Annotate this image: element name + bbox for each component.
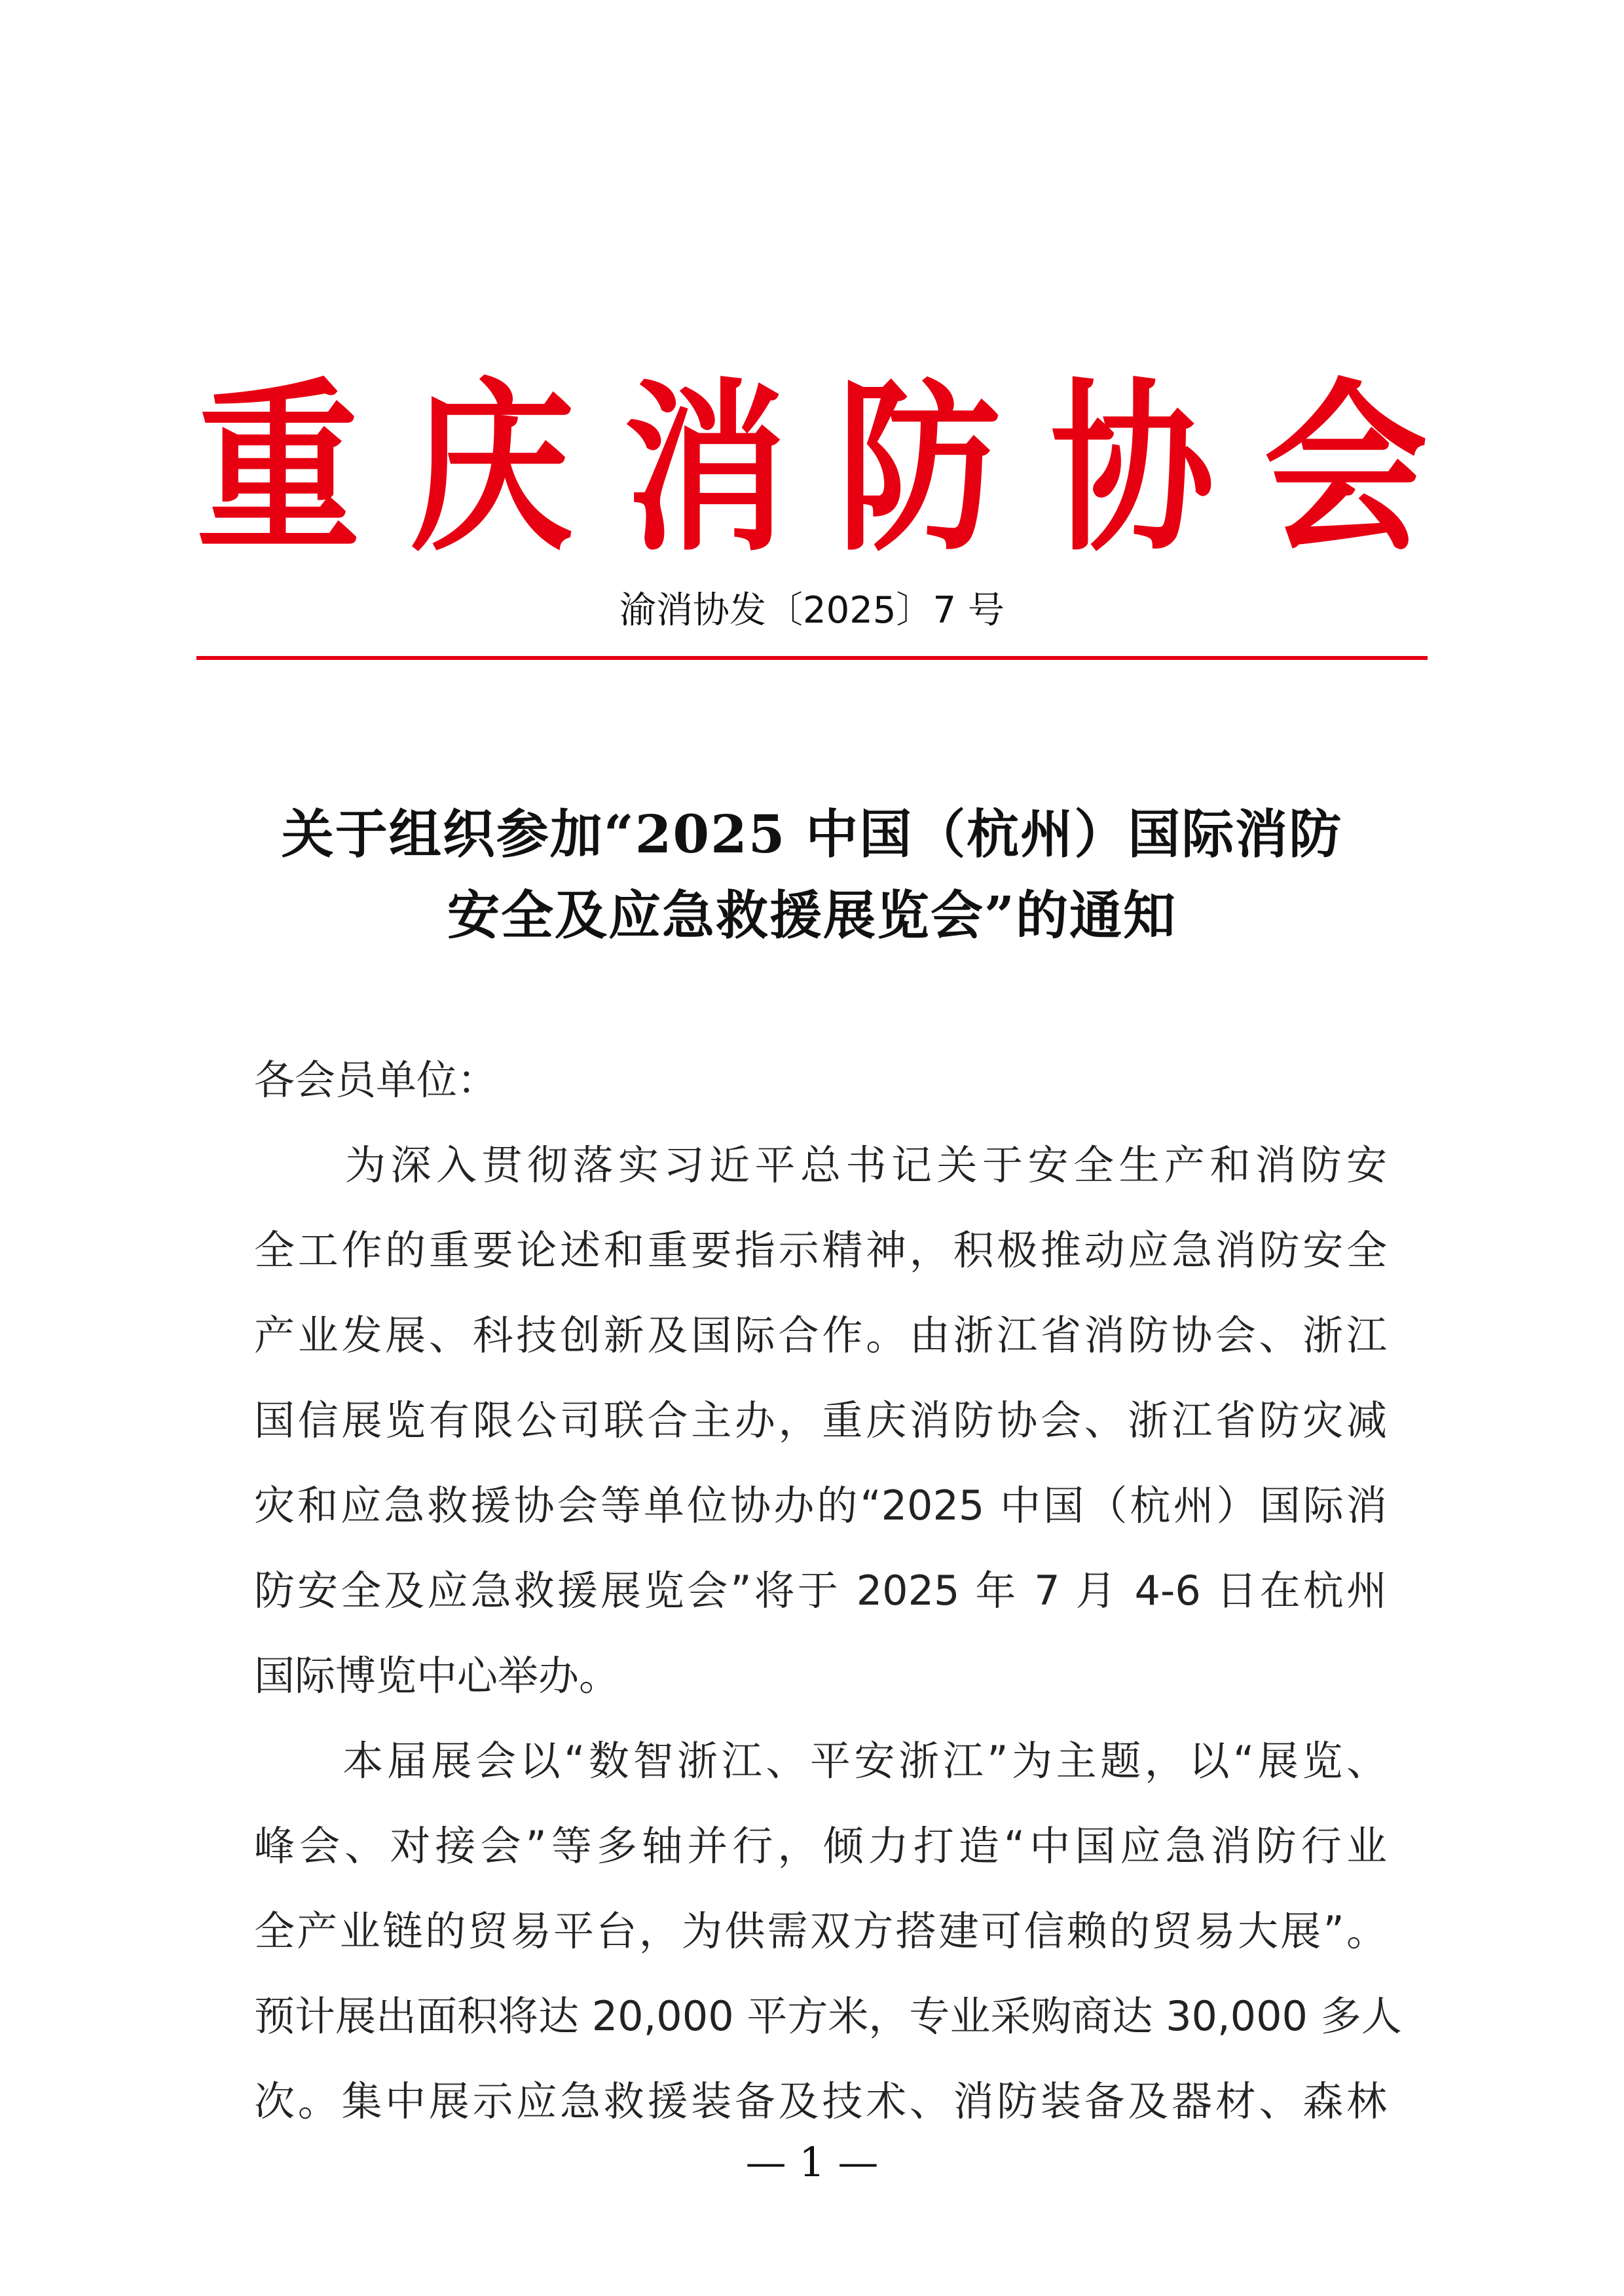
title-line-1: 关于组织参加“2025 中国（杭州）国际消防 <box>281 803 1343 865</box>
body-line: 次。集中展示应急救援装备及技术、消防装备及器材、森林 <box>254 2077 1387 2125</box>
salutation: 各会员单位： <box>254 1056 498 1104</box>
body-line: 为深入贯彻落实习近平总书记关于安全生产和消防安 <box>254 1141 1387 1189</box>
masthead-title <box>196 357 1428 579</box>
body-line: 本届展会以“数智浙江、平安浙江”为主题，以“展览、 <box>254 1737 1387 1785</box>
masthead-char: 消 <box>623 360 787 576</box>
masthead-char: 庆 <box>410 360 574 576</box>
body-line: 全工作的重要论述和重要指示精神，积极推动应急消防安全 <box>254 1226 1387 1274</box>
body-line: 国际博览中心举办。 <box>254 1652 620 1700</box>
masthead-char: 协 <box>1050 360 1214 576</box>
body-line: 全产业链的贸易平台，为供需双方搭建可信赖的贸易大展”。 <box>254 1907 1387 1955</box>
body-line: 峰会、对接会”等多轴并行，倾力打造“中国应急消防行业 <box>254 1822 1387 1870</box>
masthead-char: 防 <box>837 360 1001 576</box>
document-body <box>254 1049 1402 2155</box>
masthead-char: 重 <box>196 360 360 576</box>
body-line: 产业发展、科技创新及国际合作。由浙江省消防协会、浙江 <box>254 1311 1387 1359</box>
document-number: 渝消协发〔2025〕7 号 <box>619 589 1005 632</box>
page-number: — 1 — <box>745 2138 879 2186</box>
red-divider <box>196 656 1428 660</box>
masthead-char: 会 <box>1264 360 1428 576</box>
body-line: 国信展览有限公司联合主办，重庆消防协会、浙江省防灾减 <box>254 1396 1387 1444</box>
body-line: 灾和应急救援协会等单位协办的“2025 中国（杭州）国际消 <box>254 1482 1387 1529</box>
body-line: 预计展出面积将达 20,000 平方米，专业采购商达 30,000 多人 <box>254 1992 1402 2040</box>
document-title <box>236 793 1388 956</box>
body-line: 防安全及应急救援展览会”将于 2025 年 7 月 4-6 日在杭州 <box>254 1567 1387 1614</box>
title-line-2: 安全及应急救援展览会”的通知 <box>447 884 1177 946</box>
